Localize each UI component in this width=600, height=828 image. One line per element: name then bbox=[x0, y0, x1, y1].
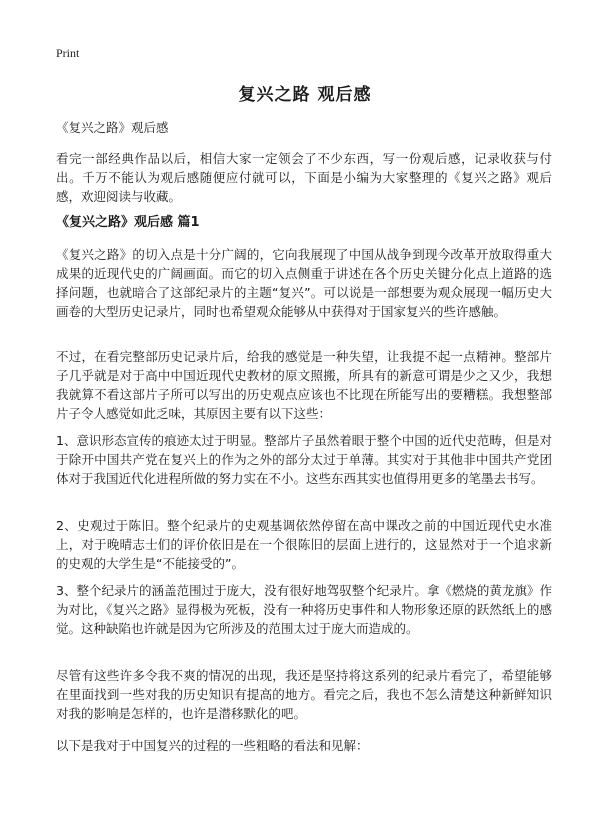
intro-paragraph: 看完一部经典作品以后，相信大家一定领会了不少东西，写一份观后感，记录收获与付出。千万不能认为观后感随便应付就可以，下面是小编为大家整理的《复兴之路》观后感，欢迎阅读与收藏。 bbox=[56, 151, 552, 204]
paragraph-3: 1、意识形态宣传的痕迹太过于明显。整部片子虽然着眼于整个中国的近代史范畴，但是对于除开中国共产党在复兴上的作为之外的部分太过于单薄。其实对于其他非中国共产党团体对于我国近代化进程所做的努力实在不小。这些东西其实也值得用更多的笔墨去书写。 bbox=[56, 433, 552, 486]
paragraph-2: 不过，在看完整部历史记录片后，给我的感觉是一种失望，让我提不起一点精神。整部片子几乎就是对于高中中国近现代史教材的原文照搬，所具有的新意可谓是少之又少，我想我就算不看这部片子所可以写出的历史观点应该也不比现在所能写出的要糟糕。我想整部片子令人感觉如此乏味，其原因主要有以下这些： bbox=[56, 349, 552, 421]
section-heading: 《复兴之路》观后感 篇1 bbox=[56, 215, 200, 230]
paragraph-4: 2、史观过于陈旧。整个纪录片的史观基调依然停留在高中课改之前的中国近现代史水准上，对于晚晴志士们的评价依旧是在一个很陈旧的层面上进行的，这显然对于一个追求新的史观的大学生是“不能接受的”。 bbox=[56, 518, 552, 571]
paragraph-7: 以下是我对于中国复兴的过程的一些粗略的看法和见解： bbox=[56, 738, 369, 753]
print-label[interactable]: Print bbox=[56, 46, 80, 60]
paragraph-5: 3、整个纪录片的涵盖范围过于庞大，没有很好地驾驭整个纪录片。拿《燃烧的黄龙旗》作为对比，《复兴之路》显得极为死板，没有一种将历史事件和人物形象还原的跃然纸上的感觉。这种缺陷也许就是因为它所涉及的范围太过于庞大而造成的。 bbox=[56, 583, 552, 636]
page-title: 复兴之路 观后感 bbox=[238, 85, 372, 105]
paragraph-6: 尽管有这些许多令我不爽的情况的出现，我还是坚持将这系列的纪录片看完了，希望能够在里面找到一些对我的历史知识有提高的地方。看完之后，我也不怎么清楚这种新鲜知识对我的影响是怎样的，也许是潜移默化的吧。 bbox=[56, 668, 552, 721]
subtitle: 《复兴之路》观后感 bbox=[56, 120, 169, 135]
paragraph-1: 《复兴之路》的切入点是十分广阔的，它向我展现了中国从战争到现今改革开放取得重大成果的近现代史的广阔画面。而它的切入点侧重于讲述在各个历史关键分化点上道路的选择问题，也就暗合了这部纪录片的主题“复兴”。可以说是一部想要为观众展现一幅历史大画卷的大型历史记录片，同时也希望观众能够从中获得对于国家复兴的些许感触。 bbox=[56, 247, 552, 319]
